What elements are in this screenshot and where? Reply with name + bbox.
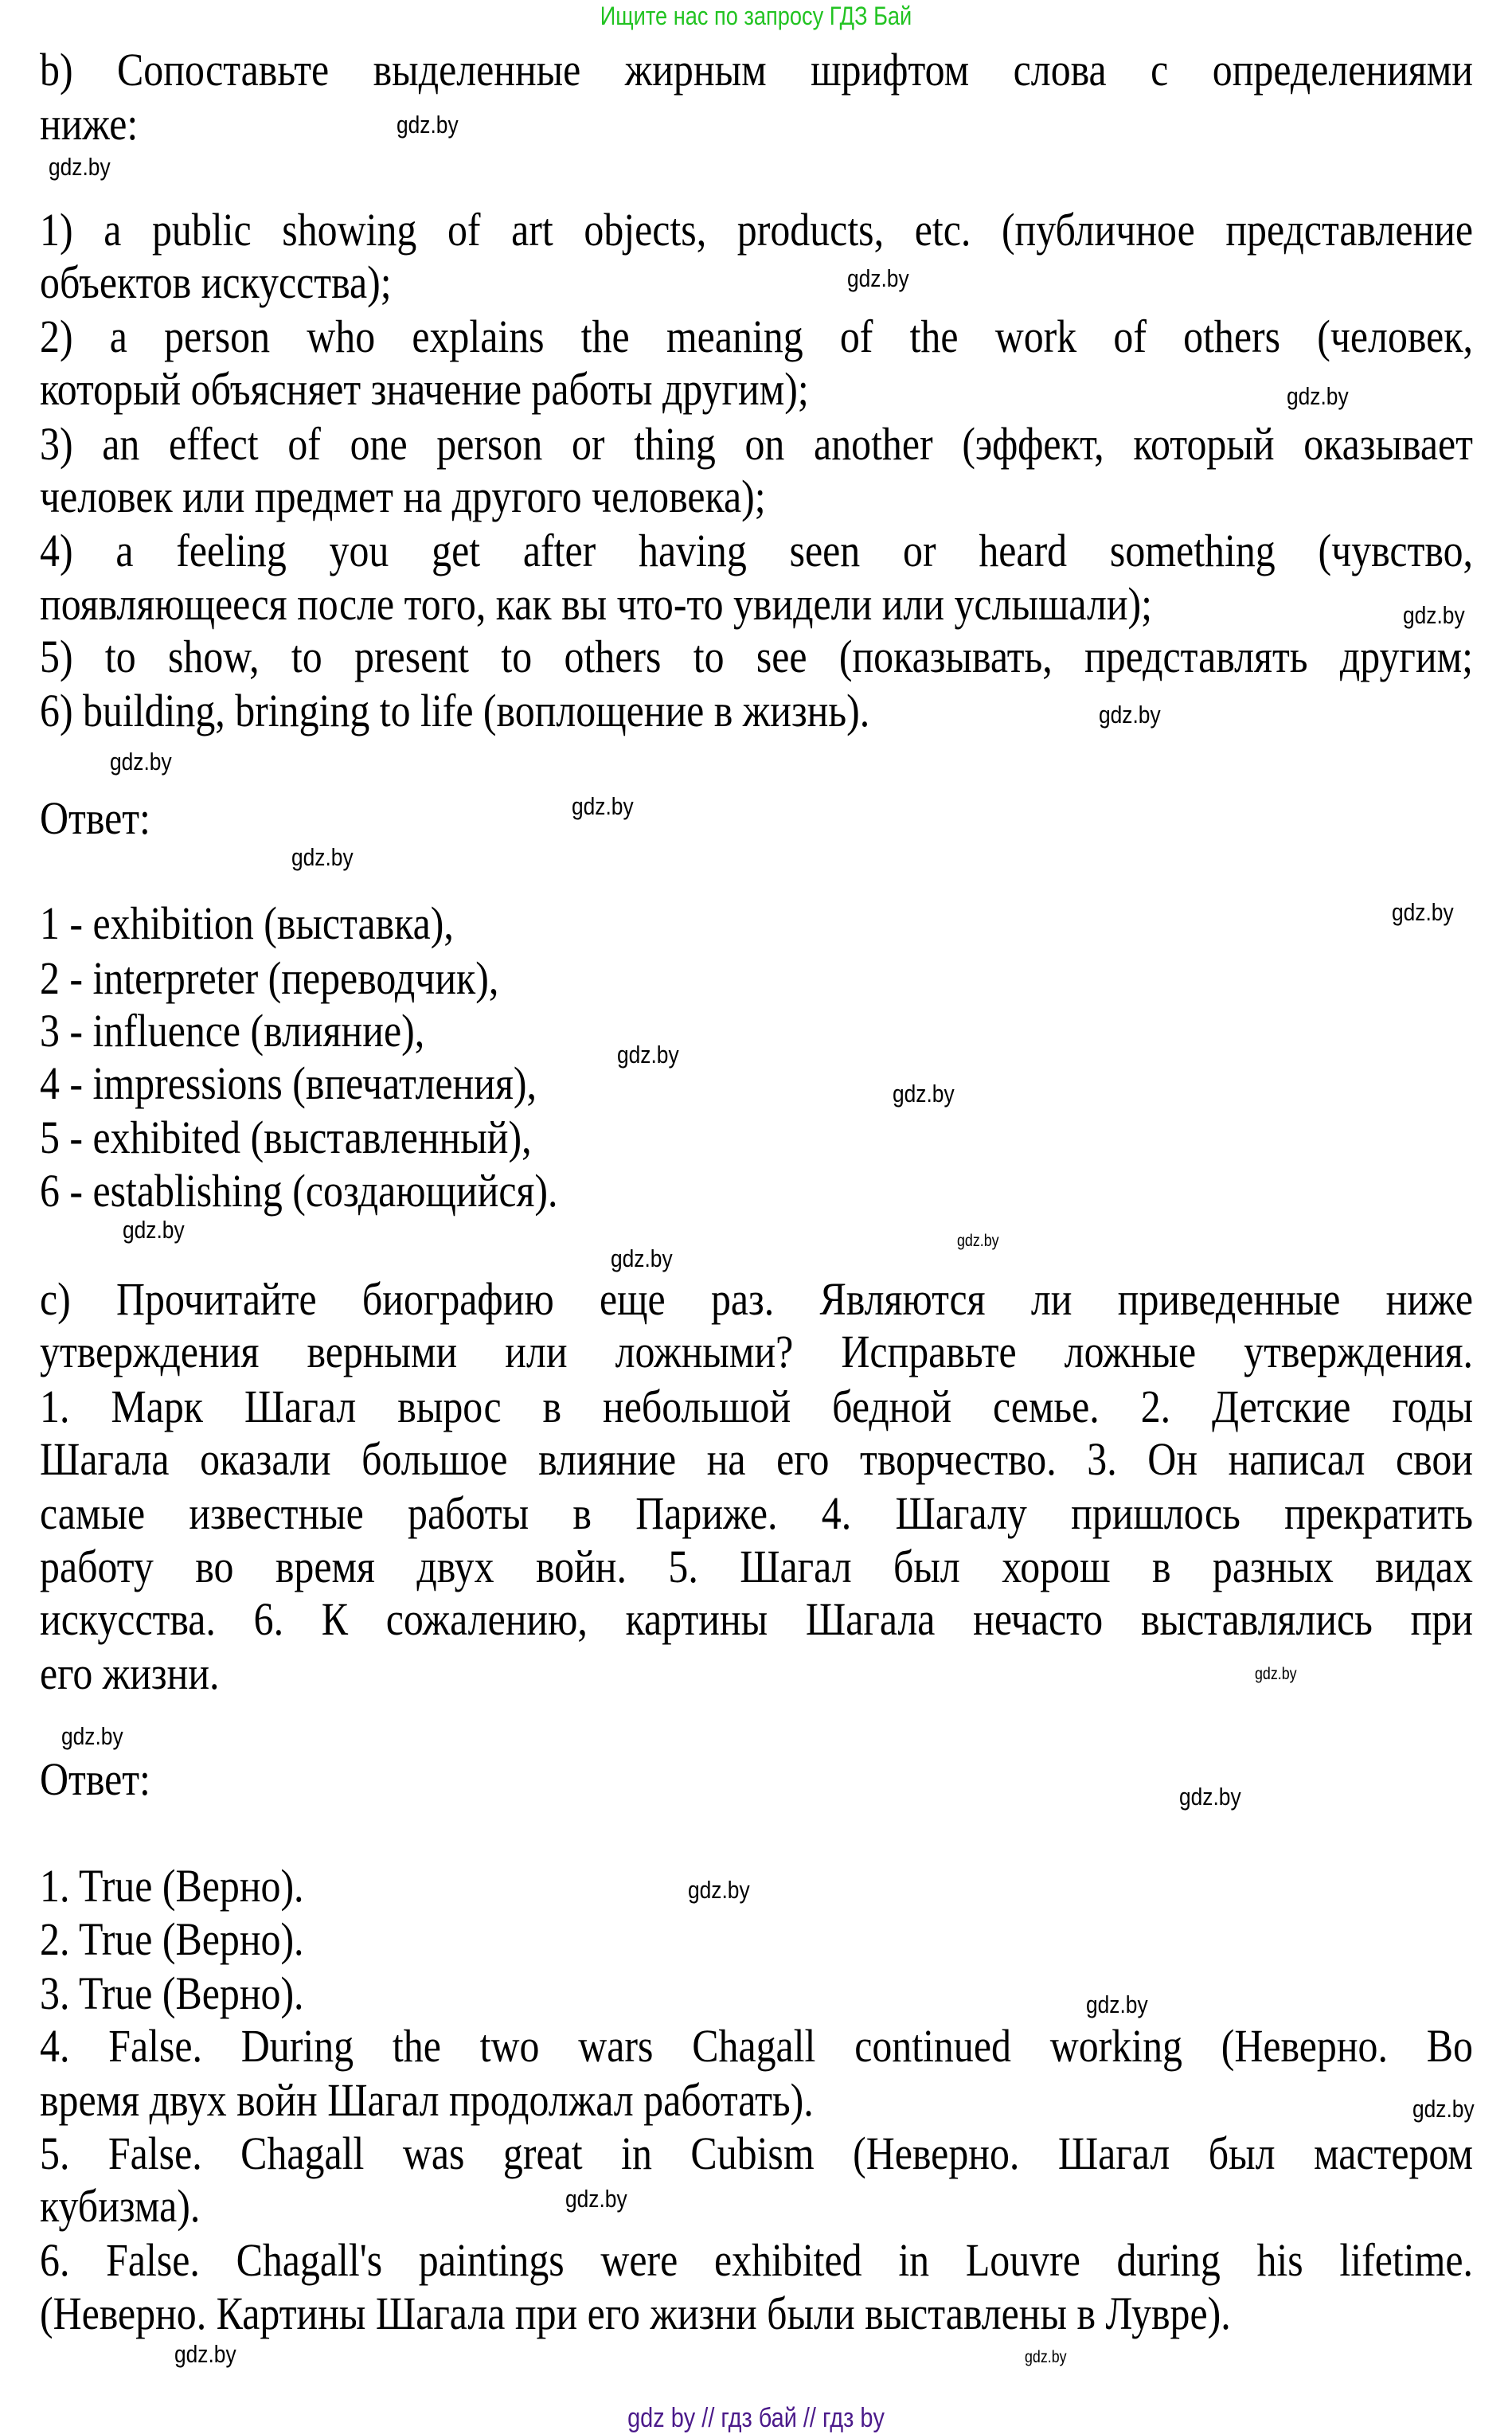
watermark: gdz.by — [291, 843, 354, 871]
text-line: работу во время двух войн. 5. Шагал был хорош в разных видах — [40, 1541, 1473, 1592]
text-line: 2. True (Верно). — [40, 1913, 304, 1965]
watermark: gdz.by — [1255, 1665, 1297, 1683]
text-line: (Неверно. Картины Шагала при его жизни были выставлены в Лувре). — [40, 2287, 1231, 2339]
text-line: 3 - influence (влияние), — [40, 1005, 425, 1057]
text-line: искусства. 6. К сожалению, картины Шагала нечасто выставлялись при — [40, 1593, 1473, 1645]
text-line: 4 - impressions (впечатления), — [40, 1057, 537, 1109]
watermark: gdz.by — [572, 792, 634, 820]
text-line: 3. True (Верно). — [40, 1967, 304, 2019]
text-line: 5 - exhibited (выставленный), — [40, 1112, 532, 1163]
text-line: Ответ: — [40, 1753, 150, 1805]
text-line: Ответ: — [40, 792, 150, 844]
watermark: gdz.by — [957, 1232, 999, 1250]
watermark: gdz.by — [1403, 601, 1465, 629]
text-line: b) Сопоставьте выделенные жирным шрифтом слова с определениями — [40, 44, 1473, 96]
watermark: gdz.by — [110, 748, 172, 776]
text-line: 1 - exhibition (выставка), — [40, 897, 454, 949]
watermark: gdz.by — [1086, 1991, 1148, 2018]
text-line: появляющееся после того, как вы что-то увидели или услышали); — [40, 578, 1153, 630]
watermark: gdz.by — [565, 2185, 627, 2213]
text-line: 1. True (Верно). — [40, 1860, 304, 1912]
text-line: 1) a public showing of art objects, products, etc. (публичное представление — [40, 204, 1473, 256]
text-line: его жизни. — [40, 1647, 220, 1699]
watermark: gdz.by — [893, 1080, 955, 1108]
text-line: 5) to show, to present to others to see (показывать, представлять другим; — [40, 631, 1473, 682]
watermark: gdz.by — [49, 153, 111, 181]
text-line: 4) a feeling you get after having seen or heard something (чувство, — [40, 525, 1473, 576]
watermark: gdz.by — [847, 264, 909, 292]
text-line: человек или предмет на другого человека); — [40, 471, 766, 522]
text-line: 6 - establishing (создающийся). — [40, 1165, 558, 1217]
text-line: ниже: — [40, 98, 139, 150]
text-line: который объясняет значение работы другим); — [40, 363, 809, 415]
text-line: объектов искусства); — [40, 256, 392, 308]
watermark: gdz.by — [1099, 701, 1161, 729]
watermark: gdz.by — [174, 2340, 236, 2368]
text-line: 3) an effect of one person or thing on another (эффект, который оказывает — [40, 418, 1473, 470]
text-line: 1. Марк Шагал вырос в небольшой бедной семье. 2. Детские годы — [40, 1381, 1473, 1432]
text-line: утверждения верными или ложными? Исправьте ложные утверждения. — [40, 1326, 1473, 1377]
header-banner: Ищите нас по запросу ГДЗ Бай — [600, 2, 912, 30]
watermark: gdz.by — [688, 1876, 750, 1904]
watermark: gdz.by — [397, 111, 459, 139]
text-line: Шагала оказали большое влияние на его творчество. 3. Он написал свои — [40, 1433, 1473, 1485]
text-line: 6. False. Chagall's paintings were exhibited in Louvre during his lifetime. — [40, 2234, 1473, 2286]
watermark: gdz.by — [1179, 1783, 1241, 1811]
watermark: gdz.by — [1412, 2095, 1475, 2123]
watermark: gdz.by — [611, 1244, 673, 1272]
text-line: самые известные работы в Париже. 4. Шагалу пришлось прекратить — [40, 1487, 1473, 1539]
watermark: gdz.by — [1392, 898, 1454, 926]
watermark: gdz.by — [1025, 2348, 1067, 2366]
watermark: gdz.by — [123, 1216, 185, 1244]
text-line: 2 - interpreter (переводчик), — [40, 952, 499, 1004]
text-line: c) Прочитайте биографию еще раз. Являются ли приведенные ниже — [40, 1273, 1473, 1325]
watermark: gdz.by — [617, 1041, 679, 1069]
watermark: gdz.by — [61, 1722, 123, 1750]
text-line: 4. False. During the two wars Chagall continued working (Неверно. Во — [40, 2020, 1473, 2072]
text-line: время двух войн Шагал продолжал работать). — [40, 2074, 814, 2126]
text-line: кубизма). — [40, 2180, 201, 2232]
footer-links[interactable]: gdz by // гдз бай // гдз by — [627, 2403, 885, 2433]
text-line: 2) a person who explains the meaning of the work of others (человек, — [40, 311, 1473, 362]
text-line: 6) building, bringing to life (воплощение в жизнь). — [40, 685, 870, 736]
watermark: gdz.by — [1287, 382, 1349, 410]
text-line: 5. False. Chagall was great in Cubism (Неверно. Шагал был мастером — [40, 2127, 1473, 2179]
